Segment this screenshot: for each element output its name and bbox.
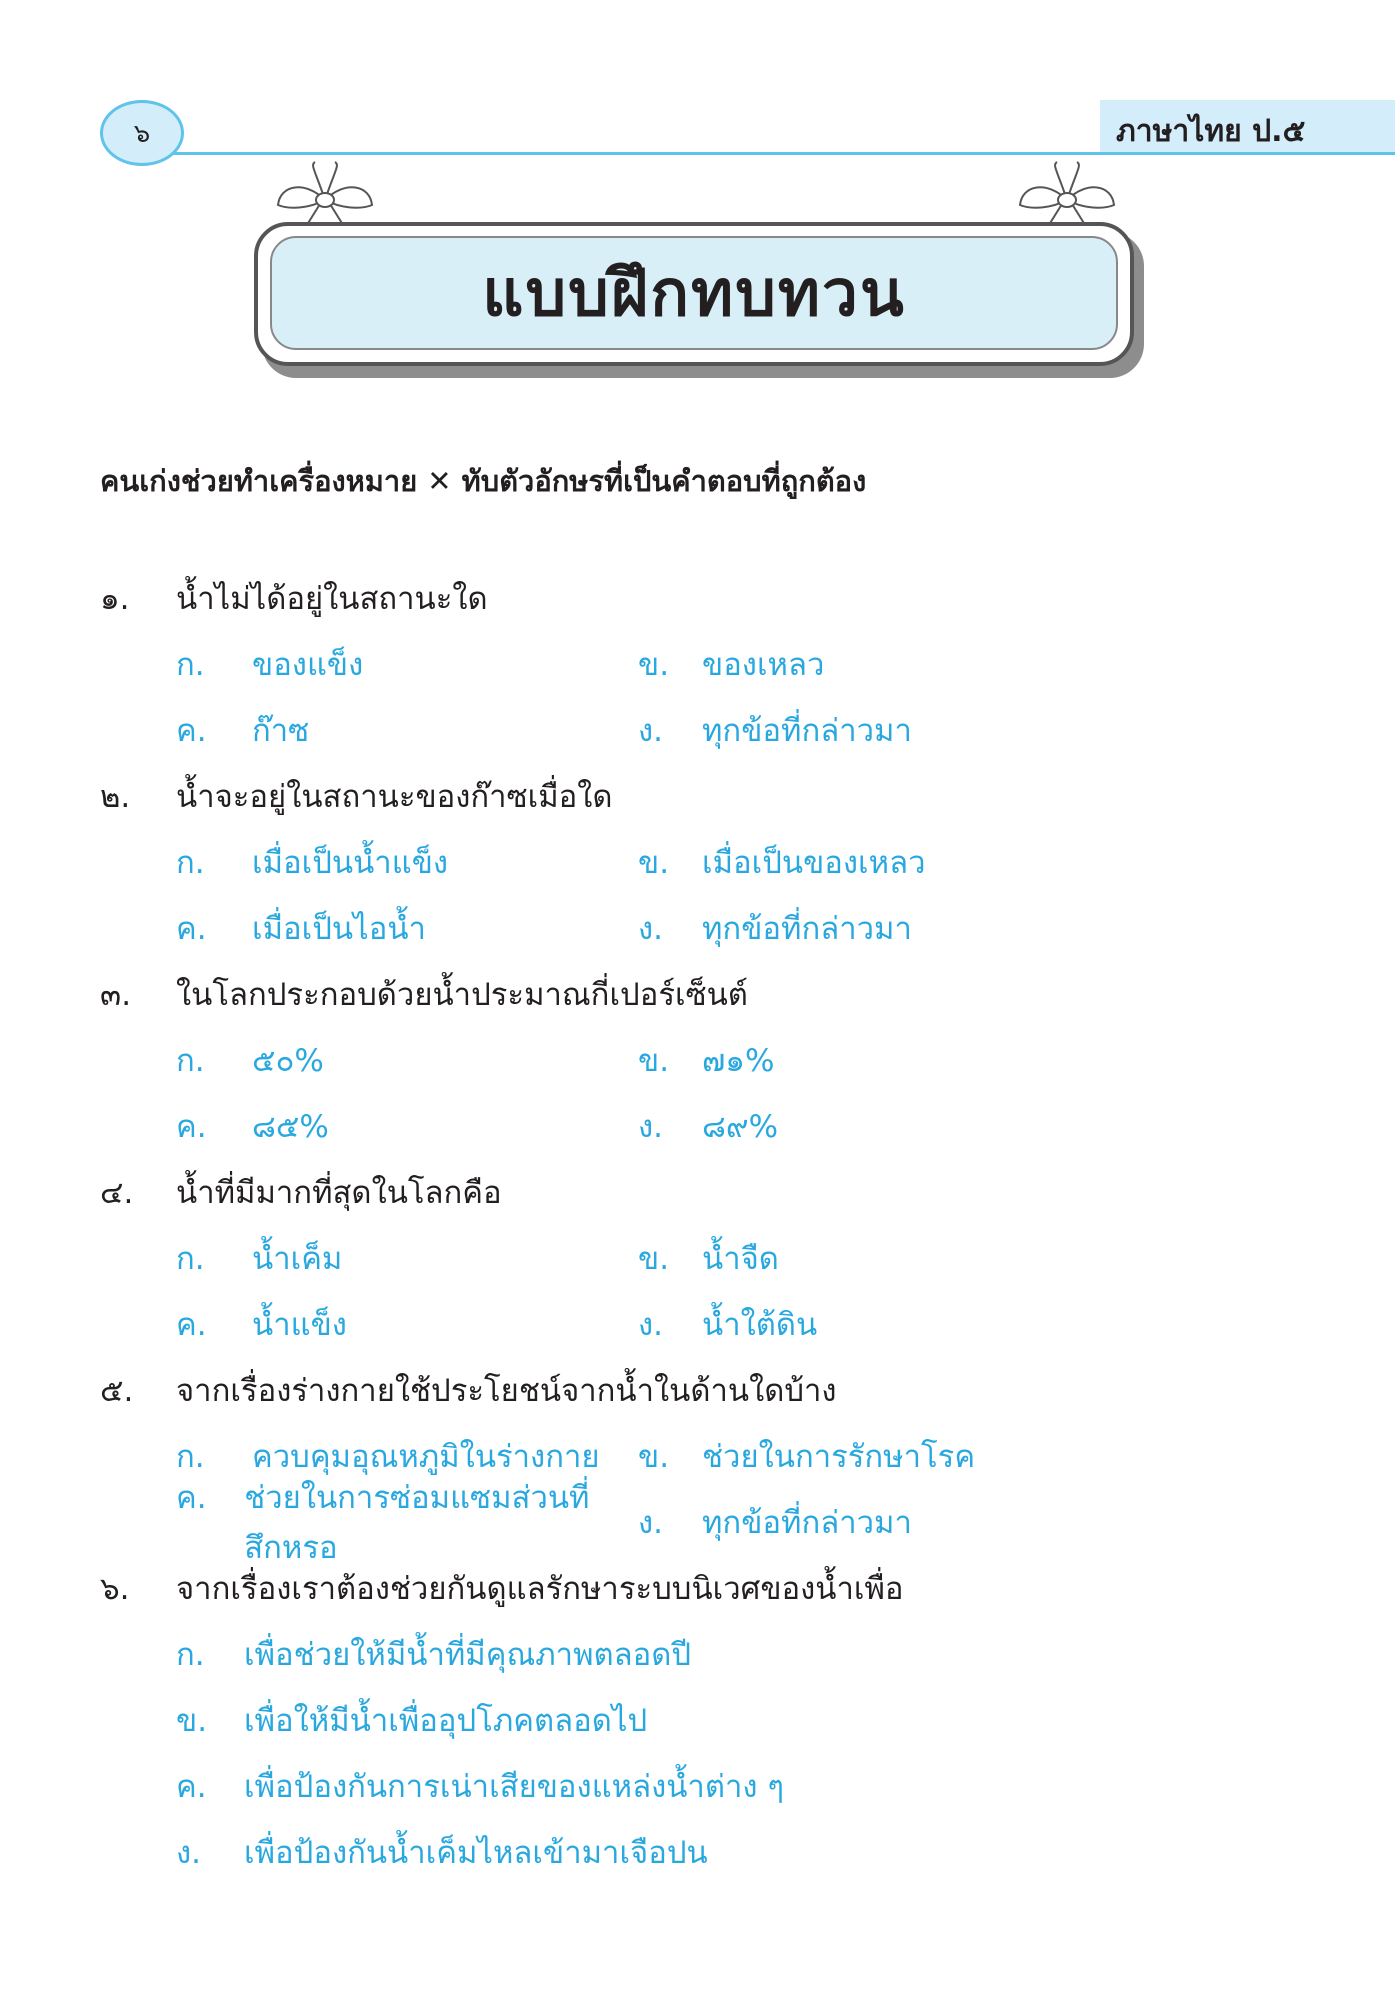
option-d[interactable] xyxy=(638,1101,1176,1151)
option-letter: ก. xyxy=(176,1241,205,1277)
question-3 xyxy=(100,961,1300,1159)
question-text: ในโลกประกอบด้วยน้ำประมาณกี่เปอร์เซ็นต์ xyxy=(176,977,748,1013)
option-a[interactable] xyxy=(100,1035,638,1085)
question-2 xyxy=(100,763,1300,961)
question-1 xyxy=(100,565,1300,763)
option-letter: ก. xyxy=(176,1043,205,1079)
option-text: ควบคุมอุณหภูมิในร่างกาย xyxy=(252,1439,600,1475)
option-c[interactable] xyxy=(100,1753,1300,1819)
option-letter: ข. xyxy=(638,1439,670,1475)
option-letter: ค. xyxy=(176,1480,207,1516)
instruction-text: คนเก่งช่วยทำเครื่องหมาย ✕ ทับตัวอักษรที่เป็นคำตอบที่ถูกต้อง xyxy=(100,464,867,498)
subject-label: ภาษาไทย ป.๕ xyxy=(1116,114,1306,149)
option-text: น้ำจืด xyxy=(702,1241,779,1277)
question-text: น้ำไม่ได้อยู่ในสถานะใด xyxy=(176,581,488,617)
option-text: น้ำใต้ดิน xyxy=(702,1307,818,1343)
question-list xyxy=(100,565,1300,1885)
option-letter: ง. xyxy=(638,713,663,749)
option-text: เพื่อให้มีน้ำเพื่ออุปโภคตลอดไป xyxy=(244,1703,648,1739)
question-4 xyxy=(100,1159,1300,1357)
option-letter: ง. xyxy=(638,1307,663,1343)
option-letter: ค. xyxy=(176,713,207,749)
option-text: ทุกข้อที่กล่าวมา xyxy=(702,1505,912,1541)
option-letter: ค. xyxy=(176,911,207,947)
question-text: น้ำจะอยู่ในสถานะของก๊าซเมื่อใด xyxy=(176,779,613,815)
option-letter: ง. xyxy=(176,1835,201,1871)
option-b[interactable] xyxy=(100,1687,1300,1753)
option-text: ทุกข้อที่กล่าวมา xyxy=(702,713,912,749)
option-letter: ค. xyxy=(176,1769,207,1805)
option-text: เมื่อเป็นของเหลว xyxy=(702,845,926,881)
option-text: ของเหลว xyxy=(702,647,825,683)
option-letter: ง. xyxy=(638,911,663,947)
option-text: เพื่อป้องกันการเน่าเสียของแหล่งน้ำต่าง ๆ xyxy=(244,1769,785,1805)
option-a[interactable] xyxy=(100,1621,1300,1687)
option-text: น้ำเค็ม xyxy=(252,1241,343,1277)
option-letter: ข. xyxy=(638,1241,670,1277)
option-a[interactable] xyxy=(100,837,638,887)
option-text: ช่วยในการซ่อมแซมส่วนที่สึกหรอ xyxy=(244,1480,590,1566)
option-letter: ก. xyxy=(176,1439,205,1475)
option-c[interactable] xyxy=(100,705,638,755)
option-b[interactable] xyxy=(638,639,1176,689)
option-letter: ค. xyxy=(176,1109,207,1145)
option-letter: ข. xyxy=(638,845,670,881)
option-text: เพื่อป้องกันน้ำเค็มไหลเข้ามาเจือปน xyxy=(244,1835,708,1871)
option-d[interactable] xyxy=(638,1497,1176,1547)
option-text: เมื่อเป็นไอน้ำ xyxy=(252,911,426,947)
question-6 xyxy=(100,1555,1300,1885)
title-banner-inner xyxy=(270,236,1118,350)
option-text: เพื่อช่วยให้มีน้ำที่มีคุณภาพตลอดปี xyxy=(244,1637,692,1673)
option-text: ๘๙% xyxy=(702,1109,779,1145)
option-d[interactable] xyxy=(638,903,1176,953)
question-text: จากเรื่องร่างกายใช้ประโยชน์จากน้ำในด้านใดบ้าง xyxy=(176,1373,837,1409)
option-letter: ง. xyxy=(638,1109,663,1145)
option-b[interactable] xyxy=(638,1233,1176,1283)
option-b[interactable] xyxy=(638,837,1176,887)
question-5 xyxy=(100,1357,1300,1566)
option-letter: ค. xyxy=(176,1307,207,1343)
option-letter: ข. xyxy=(638,1043,670,1079)
question-number: ๒. xyxy=(100,779,131,815)
option-text: ช่วยในการรักษาโรค xyxy=(702,1439,976,1475)
option-letter: ข. xyxy=(176,1703,208,1739)
option-letter: ก. xyxy=(176,845,205,881)
option-text: ๕๐% xyxy=(252,1043,324,1079)
question-number: ๖. xyxy=(100,1571,130,1607)
option-b[interactable] xyxy=(638,1431,1176,1481)
question-text: น้ำที่มีมากที่สุดในโลกคือ xyxy=(176,1175,502,1211)
page-number-badge xyxy=(100,100,184,166)
ribbon-bow-icon xyxy=(1012,160,1122,230)
option-a[interactable] xyxy=(100,639,638,689)
option-d[interactable] xyxy=(638,705,1176,755)
option-c[interactable] xyxy=(100,903,638,953)
option-text: ทุกข้อที่กล่าวมา xyxy=(702,911,912,947)
option-b[interactable] xyxy=(638,1035,1176,1085)
option-a[interactable] xyxy=(100,1233,638,1283)
page-number: ๖ xyxy=(133,118,151,149)
question-number: ๑. xyxy=(100,581,130,617)
question-number: ๕. xyxy=(100,1373,134,1409)
option-letter: ก. xyxy=(176,647,205,683)
option-text: ของแข็ง xyxy=(252,647,364,683)
option-text: ๘๕% xyxy=(252,1109,329,1145)
option-d[interactable] xyxy=(638,1299,1176,1349)
question-number: ๔. xyxy=(100,1175,134,1211)
ribbon-bow-icon xyxy=(270,160,380,230)
question-text: จากเรื่องเราต้องช่วยกันดูแลรักษาระบบนิเวศของน้ำเพื่อ xyxy=(176,1571,904,1607)
option-c[interactable] xyxy=(100,1101,638,1151)
question-number: ๓. xyxy=(100,977,132,1013)
option-text: ก๊าซ xyxy=(252,713,310,749)
option-text: น้ำแข็ง xyxy=(252,1307,347,1343)
option-c[interactable] xyxy=(100,1299,638,1349)
option-letter: ข. xyxy=(638,647,670,683)
option-letter: ง. xyxy=(638,1505,663,1541)
option-letter: ก. xyxy=(176,1637,205,1673)
page-title: แบบฝึกทบทวน xyxy=(482,257,906,331)
option-d[interactable] xyxy=(100,1819,1300,1885)
option-text: ๗๑% xyxy=(702,1043,775,1079)
title-banner xyxy=(254,222,1134,366)
option-text: เมื่อเป็นน้ำแข็ง xyxy=(252,845,449,881)
